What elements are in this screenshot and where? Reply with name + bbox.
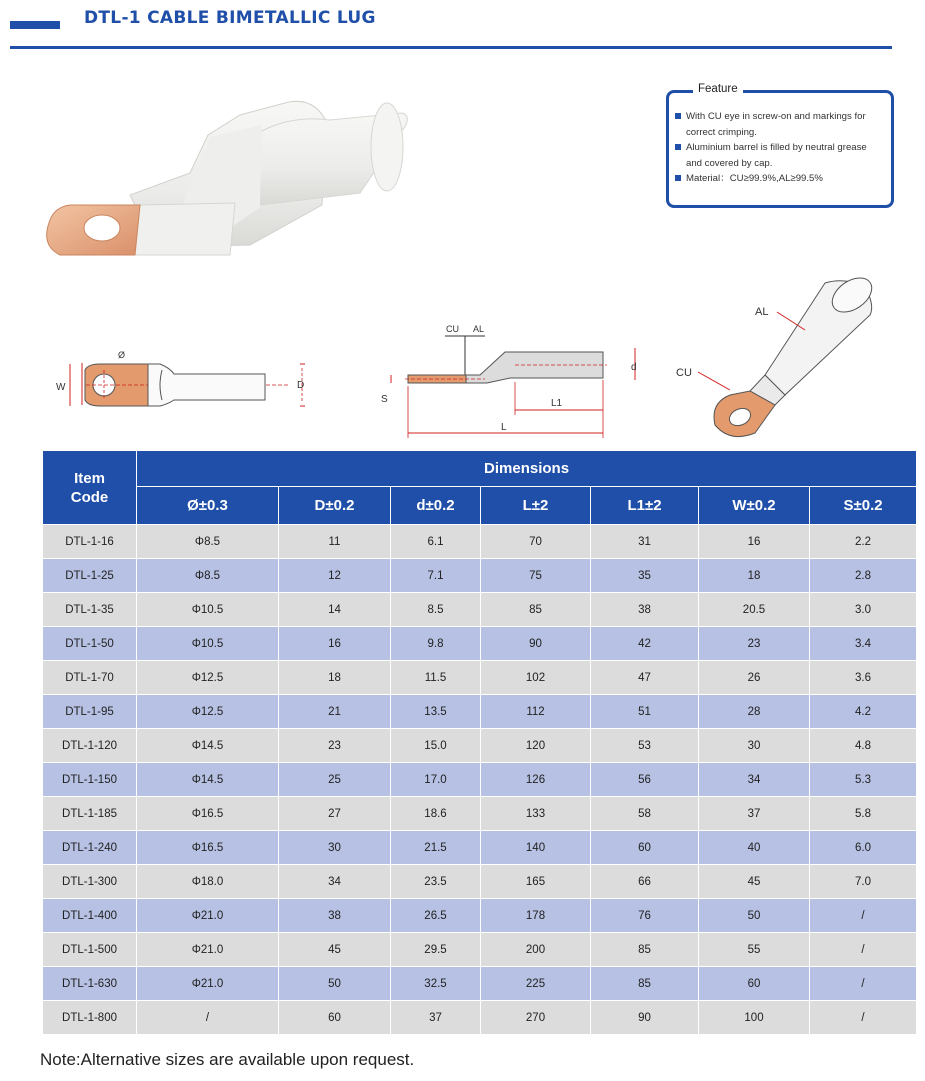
width-cell: 34 [699,763,810,797]
barrel-length-cell: 58 [591,797,699,831]
feature-title: Feature [693,83,743,95]
barrel-length-cell: 53 [591,729,699,763]
thickness-cell: 3.4 [810,627,917,661]
outer-diameter-cell: 16 [279,627,391,661]
dim-label-d-small: d [631,362,637,373]
item-code-cell: DTL-1-240 [43,831,137,865]
eye-diameter-cell: Φ12.5 [137,695,279,729]
dim-label-l: L [501,422,507,433]
item-code-cell: DTL-1-120 [43,729,137,763]
item-code-header [43,451,137,525]
barrel-length-cell: 51 [591,695,699,729]
bullet-square-icon [675,144,681,150]
length-cell: 178 [481,899,591,933]
inner-diameter-cell: 9.8 [391,627,481,661]
width-cell: 30 [699,729,810,763]
column-header-inner-diameter: d±0.2 [391,487,481,525]
thickness-cell: 4.2 [810,695,917,729]
item-code-cell: DTL-1-400 [43,899,137,933]
length-cell: 120 [481,729,591,763]
thickness-cell: 2.2 [810,525,917,559]
inner-diameter-cell: 11.5 [391,661,481,695]
width-cell: 26 [699,661,810,695]
item-code-cell: DTL-1-16 [43,525,137,559]
item-code-cell: DTL-1-35 [43,593,137,627]
side-view-drawing [375,320,655,445]
barrel-length-cell: 90 [591,1001,699,1035]
inner-diameter-cell: 29.5 [391,933,481,967]
item-code-cell: DTL-1-630 [43,967,137,1001]
length-cell: 90 [481,627,591,661]
bullet-square-icon [675,113,681,119]
inner-diameter-cell: 8.5 [391,593,481,627]
thickness-cell: 5.8 [810,797,917,831]
table-row [43,899,917,933]
bullet-square-icon [675,175,681,181]
width-cell: 40 [699,831,810,865]
table-row [43,933,917,967]
outer-diameter-cell: 18 [279,661,391,695]
item-code-cell: DTL-1-70 [43,661,137,695]
length-cell: 133 [481,797,591,831]
table-row [43,729,917,763]
barrel-length-cell: 56 [591,763,699,797]
width-cell: 60 [699,967,810,1001]
barrel-length-cell: 47 [591,661,699,695]
inner-diameter-cell: 37 [391,1001,481,1035]
item-code-cell: DTL-1-500 [43,933,137,967]
table-row [43,865,917,899]
thickness-cell: / [810,1001,917,1035]
item-code-cell: DTL-1-50 [43,627,137,661]
eye-diameter-cell: Φ10.5 [137,593,279,627]
length-cell: 75 [481,559,591,593]
eye-diameter-cell: Φ21.0 [137,899,279,933]
dim-label-w: W [56,382,66,393]
width-cell: 37 [699,797,810,831]
inner-diameter-cell: 21.5 [391,831,481,865]
item-code-cell: DTL-1-95 [43,695,137,729]
outer-diameter-cell: 60 [279,1001,391,1035]
barrel-length-cell: 38 [591,593,699,627]
length-cell: 165 [481,865,591,899]
feature-text: Aluminium barrel is filled by neutral grease and covered by cap. [686,142,867,169]
thickness-cell: / [810,967,917,1001]
thickness-cell: 3.6 [810,661,917,695]
column-header-width: W±0.2 [699,487,810,525]
outer-diameter-cell: 30 [279,831,391,865]
eye-diameter-cell: Φ14.5 [137,729,279,763]
outer-diameter-cell: 21 [279,695,391,729]
outer-diameter-cell: 50 [279,967,391,1001]
outer-diameter-cell: 34 [279,865,391,899]
item-code-cell: DTL-1-150 [43,763,137,797]
column-header-outer-diameter: D±0.2 [279,487,391,525]
width-cell: 18 [699,559,810,593]
inner-diameter-cell: 18.6 [391,797,481,831]
thickness-cell: 3.0 [810,593,917,627]
eye-diameter-cell: Φ8.5 [137,559,279,593]
eye-diameter-cell: Φ16.5 [137,797,279,831]
outer-diameter-cell: 23 [279,729,391,763]
outer-diameter-cell: 45 [279,933,391,967]
inner-diameter-cell: 7.1 [391,559,481,593]
outer-diameter-cell: 27 [279,797,391,831]
width-cell: 100 [699,1001,810,1035]
table-row [43,559,917,593]
title-bar [10,8,892,52]
item-code-header-line1: Item [74,469,105,487]
front-view-drawing [40,330,330,430]
column-header-barrel-length: L1±2 [591,487,699,525]
eye-diameter-cell: Φ16.5 [137,831,279,865]
inner-diameter-cell: 32.5 [391,967,481,1001]
outer-diameter-cell: 25 [279,763,391,797]
barrel-length-cell: 31 [591,525,699,559]
barrel-length-cell: 85 [591,967,699,1001]
footnote: Note:Alternative sizes are available upon request. [40,1050,415,1069]
feature-box [666,83,894,208]
width-cell: 20.5 [699,593,810,627]
length-cell: 85 [481,593,591,627]
eye-diameter-cell: Φ14.5 [137,763,279,797]
dimensions-header: Dimensions [137,451,917,487]
label-cu-side: CU [446,324,459,334]
table-row [43,763,917,797]
barrel-length-cell: 85 [591,933,699,967]
width-cell: 55 [699,933,810,967]
eye-diameter-cell: Φ10.5 [137,627,279,661]
width-cell: 50 [699,899,810,933]
outer-diameter-cell: 12 [279,559,391,593]
title-underline [10,46,892,49]
feature-item [675,171,885,187]
feature-item [675,140,885,171]
thickness-cell: / [810,933,917,967]
table-row [43,661,917,695]
item-code-cell: DTL-1-25 [43,559,137,593]
outer-diameter-cell: 11 [279,525,391,559]
label-al-perspective: AL [755,306,769,318]
eye-diameter-cell: Φ21.0 [137,967,279,1001]
table-row [43,831,917,865]
thickness-cell: 6.0 [810,831,917,865]
inner-diameter-cell: 17.0 [391,763,481,797]
table-row [43,525,917,559]
item-code-cell: DTL-1-300 [43,865,137,899]
width-cell: 28 [699,695,810,729]
table-row [43,695,917,729]
thickness-cell: 2.8 [810,559,917,593]
dim-label-d-front: D [297,380,305,391]
outer-diameter-cell: 38 [279,899,391,933]
inner-diameter-cell: 13.5 [391,695,481,729]
product-photo [30,95,450,285]
page-title: DTL-1 CABLE BIMETALLIC LUG [84,8,376,28]
dim-label-l1: L1 [551,398,563,409]
thickness-cell: 4.8 [810,729,917,763]
spec-table [42,450,917,1035]
length-cell: 270 [481,1001,591,1035]
eye-diameter-cell: / [137,1001,279,1035]
table-row [43,967,917,1001]
perspective-drawing [670,275,895,450]
length-cell: 102 [481,661,591,695]
label-al-side: AL [473,324,485,334]
barrel-length-cell: 76 [591,899,699,933]
length-cell: 126 [481,763,591,797]
length-cell: 200 [481,933,591,967]
feature-item [675,109,885,140]
thickness-cell: / [810,899,917,933]
outer-diameter-cell: 14 [279,593,391,627]
title-accent-bar [10,21,60,29]
barrel-length-cell: 60 [591,831,699,865]
table-row [43,627,917,661]
column-header-thickness: S±0.2 [810,487,917,525]
barrel-length-cell: 42 [591,627,699,661]
thickness-cell: 5.3 [810,763,917,797]
column-header-length: L±2 [481,487,591,525]
thickness-cell: 7.0 [810,865,917,899]
eye-diameter-cell: Φ12.5 [137,661,279,695]
feature-text: Material：CU≥99.9%,AL≥99.5% [686,173,823,184]
item-code-cell: DTL-1-185 [43,797,137,831]
barrel-length-cell: 35 [591,559,699,593]
eye-diameter-cell: Φ8.5 [137,525,279,559]
item-code-header-line2: Code [70,488,109,506]
feature-text: With CU eye in screw-on and markings for correct crimping. [686,111,866,138]
label-cu-perspective: CU [676,367,692,379]
inner-diameter-cell: 15.0 [391,729,481,763]
width-cell: 16 [699,525,810,559]
spec-table-body [43,525,917,1035]
length-cell: 140 [481,831,591,865]
inner-diameter-cell: 6.1 [391,525,481,559]
barrel-length-cell: 66 [591,865,699,899]
width-cell: 23 [699,627,810,661]
length-cell: 112 [481,695,591,729]
dim-label-phi: Ø [118,350,126,360]
table-row [43,593,917,627]
inner-diameter-cell: 26.5 [391,899,481,933]
column-header-eye-diameter: Ø±0.3 [137,487,279,525]
eye-diameter-cell: Φ18.0 [137,865,279,899]
length-cell: 70 [481,525,591,559]
eye-diameter-cell: Φ21.0 [137,933,279,967]
length-cell: 225 [481,967,591,1001]
inner-diameter-cell: 23.5 [391,865,481,899]
table-row [43,1001,917,1035]
dim-label-s: S [381,394,388,405]
table-row [43,797,917,831]
width-cell: 45 [699,865,810,899]
item-code-cell: DTL-1-800 [43,1001,137,1035]
